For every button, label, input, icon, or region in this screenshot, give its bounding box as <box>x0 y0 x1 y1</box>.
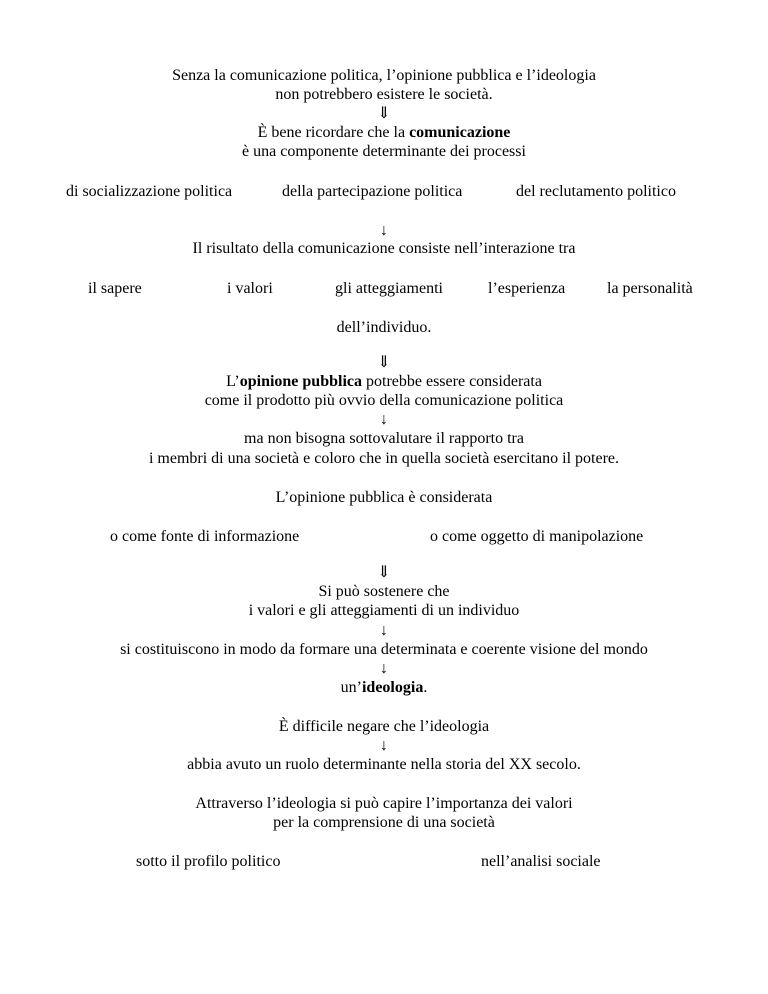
communication-line-2: è una componente determinante dei processi <box>242 143 526 160</box>
ideology-line: un’ideologia. <box>340 679 428 696</box>
members-line: i membri di una società e coloro che in quella società esercitano il potere. <box>148 450 620 467</box>
factor-esperienza: l’esperienza <box>488 280 566 297</box>
sustain-line: Si può sostenere che <box>318 583 450 600</box>
intro-line-2: non potrebbero esistere le società. <box>275 86 493 103</box>
double-arrow-down-icon: ⇓ <box>377 564 391 581</box>
arrow-down-icon: ↓ <box>380 222 388 239</box>
double-arrow-down-icon: ⇓ <box>377 105 391 122</box>
option-fonte: o come fonte di informazione <box>110 528 300 545</box>
arrow-down-icon: ↓ <box>380 622 388 639</box>
profile-sociale: nell’analisi sociale <box>481 853 601 870</box>
factor-personalita: la personalità <box>607 280 693 297</box>
public-opinion-term: opinione pubblica <box>239 373 362 390</box>
branch-reclutamento: del reclutamento politico <box>516 183 676 200</box>
intro-line-1: Senza la comunicazione politica, l’opinione pubblica e l’ideologia <box>172 67 596 84</box>
considered-line: L’opinione pubblica è considerata <box>275 489 493 506</box>
worldview-line: si costituiscono in modo da formare una determinata e coerente visione del mondo <box>120 641 648 658</box>
arrow-down-icon: ↓ <box>380 411 388 428</box>
factor-atteggiamenti: gli atteggiamenti <box>335 280 443 297</box>
individual-line: dell’individuo. <box>336 319 432 336</box>
ideology-term: ideologia <box>361 679 424 696</box>
history-line: abbia avuto un ruolo determinante nella storia del XX secolo. <box>187 756 581 773</box>
communication-line: È bene ricordare che la comunicazione <box>257 124 511 141</box>
factor-valori: i valori <box>227 280 273 297</box>
option-oggetto: o come oggetto di manipolazione <box>430 528 644 545</box>
comprehension-line: per la comprensione di una società <box>273 814 495 831</box>
public-opinion-line: L’opinione pubblica potrebbe essere considerata <box>226 373 542 390</box>
values-line: i valori e gli atteggiamenti di un individuo <box>248 602 520 619</box>
interaction-line: Il risultato della comunicazione consiste nell’interazione tra <box>192 240 576 257</box>
relationship-line: ma non bisogna sottovalutare il rapporto tra <box>244 430 524 447</box>
double-arrow-down-icon: ⇓ <box>377 354 391 371</box>
profile-politico: sotto il profilo politico <box>136 853 281 870</box>
through-line: Attraverso l’ideologia si può capire l’importanza dei valori <box>195 795 573 812</box>
product-line: come il prodotto più ovvio della comunicazione politica <box>204 392 564 409</box>
arrow-down-icon: ↓ <box>380 660 388 677</box>
branch-socializzazione: di socializzazione politica <box>66 183 233 200</box>
factor-sapere: il sapere <box>88 280 142 297</box>
arrow-down-icon: ↓ <box>380 737 388 754</box>
difficult-line: È difficile negare che l’ideologia <box>278 718 490 735</box>
branch-partecipazione: della partecipazione politica <box>282 183 463 200</box>
communication-term: comunicazione <box>409 124 511 141</box>
